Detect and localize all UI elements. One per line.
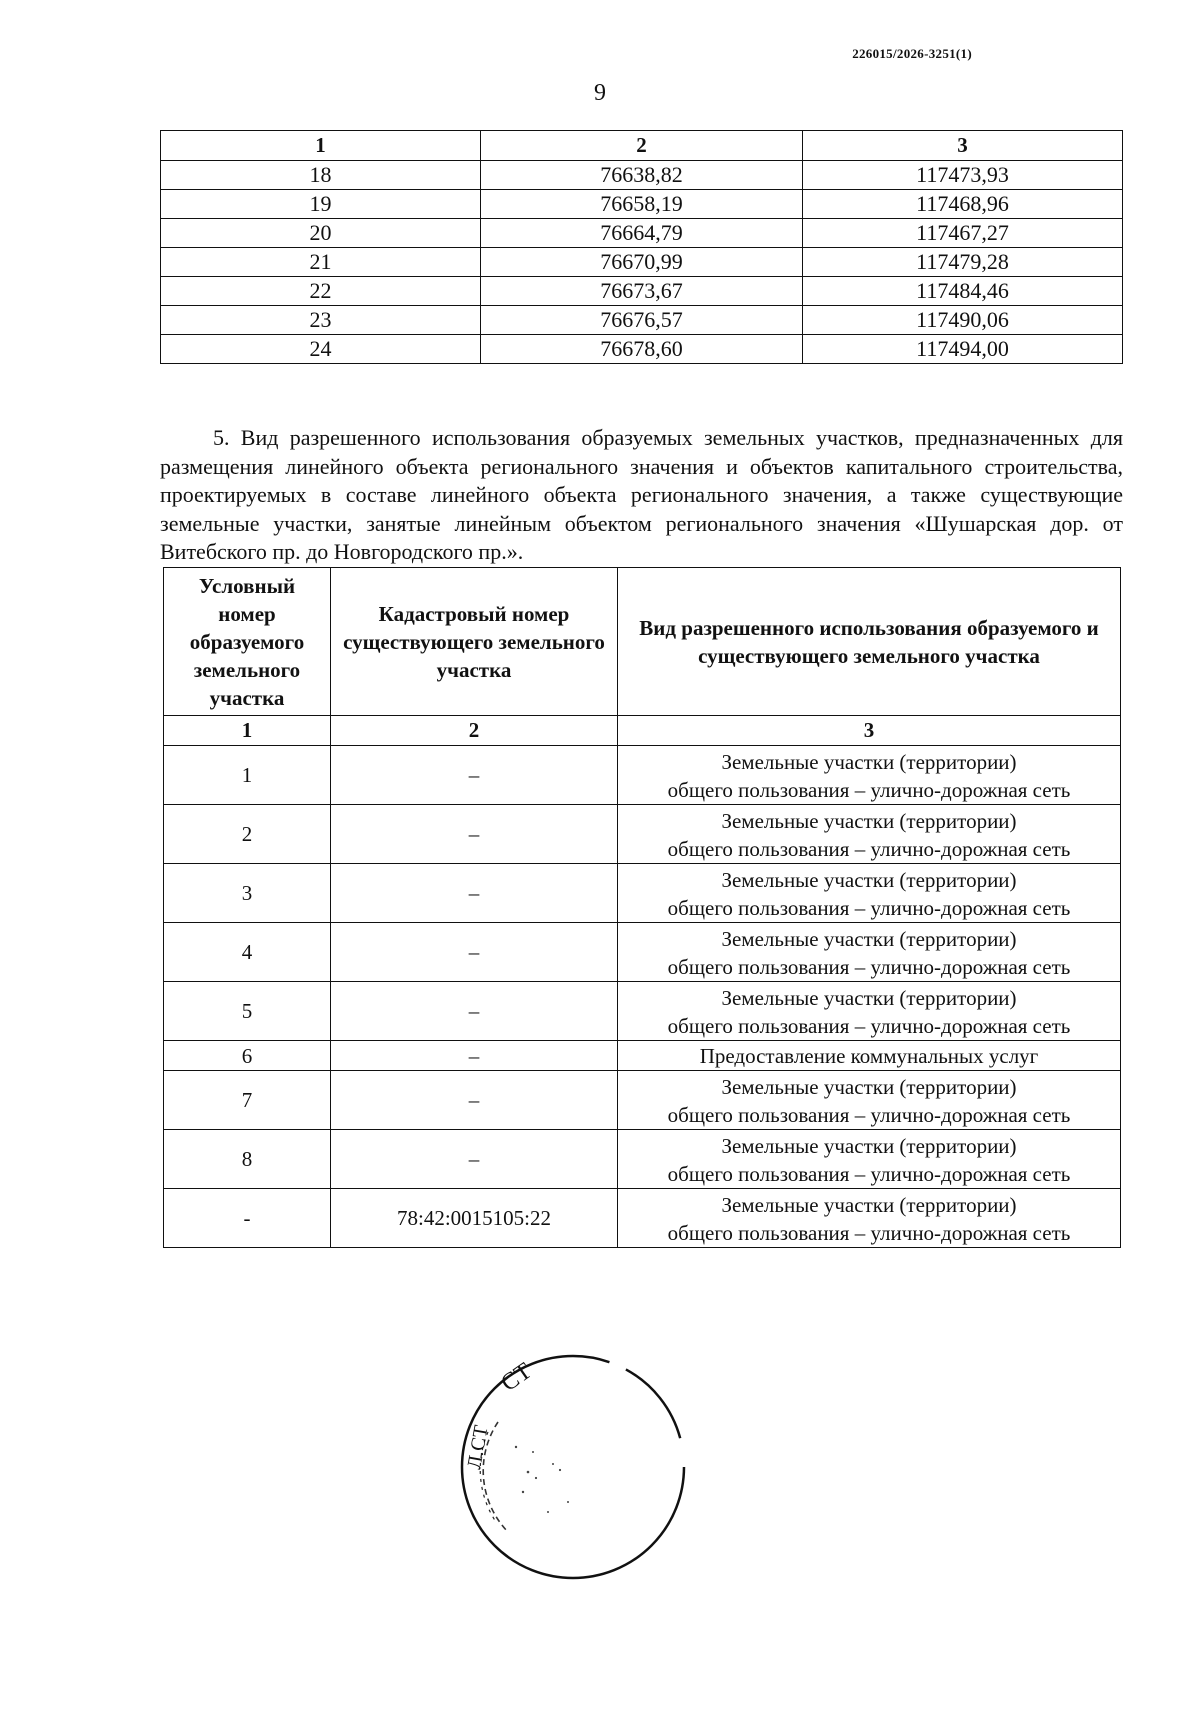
coordinate-x: 76676,57	[481, 306, 803, 335]
permitted-use-line: общего пользования – улично-дорожная сеть	[667, 954, 1071, 979]
cadastral-number: –	[331, 923, 618, 982]
table-row	[161, 248, 1123, 277]
plot-number: 6	[164, 1041, 331, 1071]
coordinate-x: 76638,82	[481, 161, 803, 190]
point-number: 23	[161, 306, 481, 335]
table-row	[164, 746, 1121, 805]
permitted-use-line: Земельные участки (территории)	[721, 867, 1017, 892]
column-number-row	[164, 716, 1121, 746]
table-row	[161, 219, 1123, 248]
table-row	[164, 805, 1121, 864]
column-number: 2	[331, 716, 618, 746]
cadastral-number: –	[331, 982, 618, 1041]
point-number: 19	[161, 190, 481, 219]
permitted-use-line: общего пользования – улично-дорожная сеть	[667, 1220, 1071, 1245]
stamp-outer-ring	[462, 1356, 684, 1578]
permitted-use	[618, 1130, 1121, 1189]
table-row	[164, 1130, 1121, 1189]
coordinate-y: 117494,00	[803, 335, 1123, 364]
coordinate-y: 117479,28	[803, 248, 1123, 277]
permitted-use-line: Земельные участки (территории)	[721, 749, 1017, 774]
coordinate-y: 117484,46	[803, 277, 1123, 306]
cadastral-number: –	[331, 1071, 618, 1130]
coordinate-y: 117467,27	[803, 219, 1123, 248]
official-stamp	[458, 1352, 688, 1582]
permitted-use	[618, 923, 1121, 982]
permitted-use-line: Земельные участки (территории)	[721, 1192, 1017, 1217]
column-header: 3	[803, 131, 1123, 161]
page-number: 9	[594, 80, 606, 106]
permitted-use	[618, 982, 1121, 1041]
table-row	[164, 864, 1121, 923]
stamp-dots	[515, 1446, 569, 1513]
permitted-use-line: общего пользования – улично-дорожная сеть	[667, 895, 1071, 920]
table-row	[164, 982, 1121, 1041]
permitted-use	[618, 1071, 1121, 1130]
plot-number: 8	[164, 1130, 331, 1189]
permitted-use-line: Земельные участки (территории)	[721, 1074, 1017, 1099]
coordinate-x: 76673,67	[481, 277, 803, 306]
column-number: 1	[164, 716, 331, 746]
column-header-plot-number: Условный номер образуемого земельного участка	[164, 568, 331, 716]
table-row	[164, 1041, 1121, 1071]
document-id: 226015/2026-3251(1)	[852, 46, 972, 61]
table-row	[161, 306, 1123, 335]
point-number: 24	[161, 335, 481, 364]
land-use-table	[163, 567, 1121, 1248]
stamp-fragment-text: СТ	[496, 1358, 537, 1397]
stamp-side-text: Л.СТ	[463, 1423, 493, 1471]
cadastral-number: –	[331, 864, 618, 923]
coordinate-y: 117473,93	[803, 161, 1123, 190]
point-number: 21	[161, 248, 481, 277]
cadastral-number: 78:42:0015105:22	[331, 1189, 618, 1248]
cadastral-number: –	[331, 805, 618, 864]
permitted-use-line: Земельные участки (территории)	[721, 1133, 1017, 1158]
column-header-permitted-use: Вид разрешенного использования образуемого и существующего земельного участка	[618, 568, 1121, 716]
permitted-use-line: Земельные участки (территории)	[721, 926, 1017, 951]
plot-number: -	[164, 1189, 331, 1248]
permitted-use-line: общего пользования – улично-дорожная сеть	[667, 1102, 1071, 1127]
permitted-use-line: Земельные участки (территории)	[721, 808, 1017, 833]
column-number: 3	[618, 716, 1121, 746]
cadastral-number: –	[331, 1041, 618, 1071]
section-5-paragraph: 5. Вид разрешенного использования образуемых земельных участков, предназначенных для размещения линейного объекта регионального значения и объектов капитального строительства, проектируемых в составе линейного объекта регионального значения, а также существующие земельные участки, занятые линейным объектом регионального значения «Шушарская дор. от Витебского пр. до Новгородского пр.».	[160, 425, 1123, 564]
cadastral-number: –	[331, 746, 618, 805]
table-row	[161, 335, 1123, 364]
permitted-use-line: Земельные участки (территории)	[721, 985, 1017, 1010]
column-header-cadastral-number: Кадастровый номер существующего земельного участка	[331, 568, 618, 716]
table-row	[161, 161, 1123, 190]
coordinate-x: 76664,79	[481, 219, 803, 248]
table-row	[164, 1071, 1121, 1130]
table-header-row	[164, 568, 1121, 716]
coordinate-y: 117468,96	[803, 190, 1123, 219]
permitted-use: Предоставление коммунальных услуг	[618, 1041, 1121, 1071]
permitted-use	[618, 1189, 1121, 1248]
coordinate-x: 76670,99	[481, 248, 803, 277]
plot-number: 5	[164, 982, 331, 1041]
point-number: 22	[161, 277, 481, 306]
plot-number: 7	[164, 1071, 331, 1130]
table-row	[161, 190, 1123, 219]
coordinate-x: 76658,19	[481, 190, 803, 219]
coordinates-table	[160, 130, 1123, 364]
permitted-use-line: общего пользования – улично-дорожная сеть	[667, 777, 1071, 802]
table-row	[161, 277, 1123, 306]
cadastral-number: –	[331, 1130, 618, 1189]
coordinate-x: 76678,60	[481, 335, 803, 364]
plot-number: 4	[164, 923, 331, 982]
permitted-use-line: общего пользования – улично-дорожная сеть	[667, 1013, 1071, 1038]
permitted-use	[618, 805, 1121, 864]
permitted-use-line: общего пользования – улично-дорожная сеть	[667, 836, 1071, 861]
column-header: 2	[481, 131, 803, 161]
permitted-use	[618, 746, 1121, 805]
coordinate-y: 117490,06	[803, 306, 1123, 335]
point-number: 20	[161, 219, 481, 248]
column-header: 1	[161, 131, 481, 161]
permitted-use-line: общего пользования – улично-дорожная сеть	[667, 1161, 1071, 1186]
table-row	[164, 923, 1121, 982]
plot-number: 3	[164, 864, 331, 923]
plot-number: 1	[164, 746, 331, 805]
point-number: 18	[161, 161, 481, 190]
table-header-row	[161, 131, 1123, 161]
plot-number: 2	[164, 805, 331, 864]
table-row	[164, 1189, 1121, 1248]
permitted-use	[618, 864, 1121, 923]
